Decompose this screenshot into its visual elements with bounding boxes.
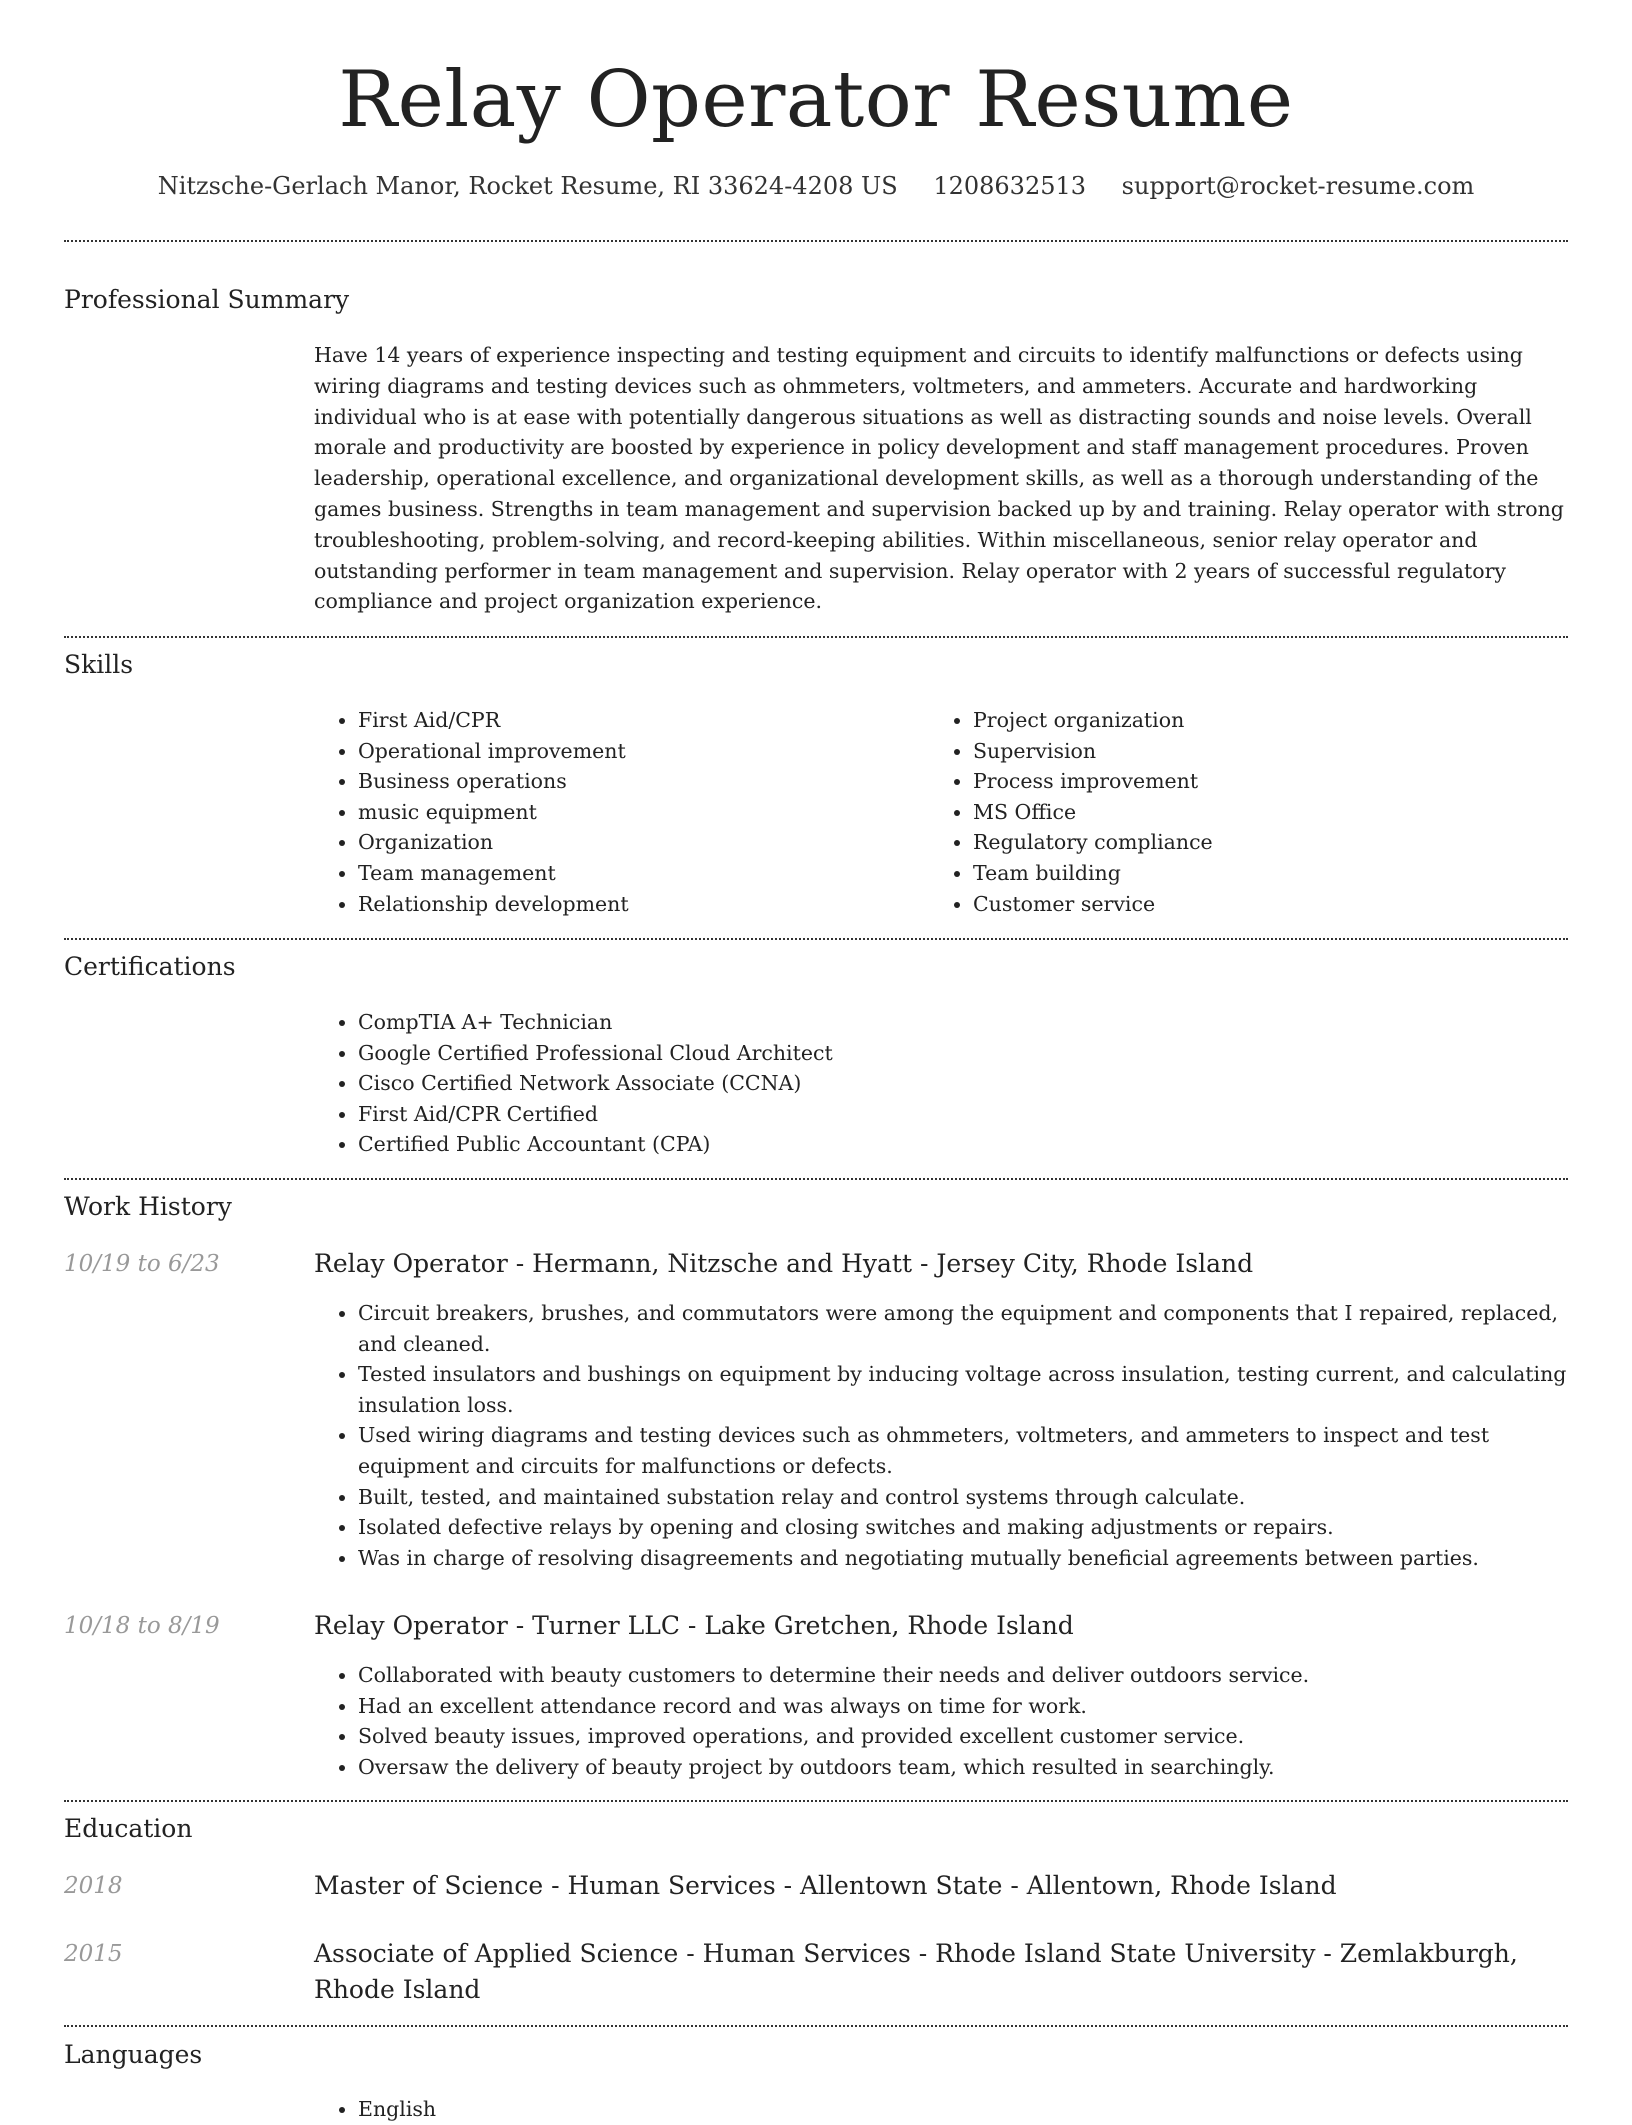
section-heading-skills: Skills (64, 650, 134, 679)
languages-list (314, 2094, 958, 2125)
contact-address: Nitzsche-Gerlach Manor, Rocket Resume, RI 33624-4208 US (157, 172, 898, 200)
skill-item: • music equipment (358, 797, 928, 828)
job-bullet: • Used wiring diagrams and testing devices such as ohmmeters, voltmeters, and ammeters to inspect and test equipment and circuits for malfunctions or defects. (358, 1420, 1576, 1481)
job-bullet: • Tested insulators and bushings on equipment by inducing voltage across insulation, testing current, and calculating insulation loss. (358, 1359, 1576, 1420)
certifications-list (314, 1007, 1458, 1160)
job-bullet: • Isolated defective relays by opening and closing switches and making adjustments or repairs. (358, 1512, 1576, 1543)
certification-item: • First Aid/CPR Certified (358, 1099, 1458, 1130)
skill-item: • Organization (358, 827, 928, 858)
education-degree: Associate of Applied Science - Human Services - Rhode Island State University - Zemlakburgh, Rhode Island (314, 1939, 1518, 2004)
job-bullet: • Had an excellent attendance record and was always on time for work. (358, 1691, 1576, 1722)
section-divider (64, 938, 1568, 940)
section-divider (64, 2025, 1568, 2027)
certification-item: • Cisco Certified Network Associate (CCNA) (358, 1068, 1458, 1099)
job-bullet: • Was in charge of resolving disagreements and negotiating mutually beneficial agreements between parties. (358, 1543, 1576, 1574)
education-year: 2018 (64, 1873, 123, 1899)
language-item: • English (358, 2094, 958, 2125)
certification-item: • Certified Public Accountant (CPA) (358, 1129, 1458, 1160)
section-heading-summary: Professional Summary (64, 285, 350, 314)
section-heading-education: Education (64, 1814, 193, 1843)
job-title: Relay Operator - Hermann, Nitzsche and Hyatt - Jersey City, Rhode Island (314, 1249, 1254, 1278)
skill-item: • Process improvement (973, 766, 1573, 797)
job-dates: 10/18 to 8/19 (64, 1613, 220, 1639)
skill-item: • Relationship development (358, 889, 928, 920)
job-bullets (314, 1298, 1576, 1573)
job-bullet: • Built, tested, and maintained substation relay and control systems through calculate. (358, 1482, 1576, 1513)
skill-item: • Business operations (358, 766, 928, 797)
education-degree: Master of Science - Human Services - Allentown State - Allentown, Rhode Island (314, 1871, 1337, 1900)
skill-item: • First Aid/CPR (358, 705, 928, 736)
section-heading-certifications: Certifications (64, 952, 236, 981)
skill-item: • MS Office (973, 797, 1573, 828)
certification-item: • CompTIA A+ Technician (358, 1007, 1458, 1038)
skill-item: • Operational improvement (358, 736, 928, 767)
certification-item: • Google Certified Professional Cloud Architect (358, 1038, 1458, 1069)
contact-phone: 1208632513 (933, 172, 1087, 200)
job-bullet: • Oversaw the delivery of beauty project by outdoors team, which resulted in searchingly. (358, 1752, 1576, 1783)
job-bullet: • Solved beauty issues, improved operations, and provided excellent customer service. (358, 1721, 1576, 1752)
job-bullets (314, 1660, 1576, 1782)
skill-item: • Project organization (973, 705, 1573, 736)
contact-email[interactable]: support@rocket-resume.com (1121, 172, 1475, 200)
skill-item: • Regulatory compliance (973, 827, 1573, 858)
job-dates: 10/19 to 6/23 (64, 1251, 220, 1277)
section-divider (64, 1178, 1568, 1180)
section-heading-work-history: Work History (64, 1192, 232, 1221)
contact-line (0, 170, 1632, 202)
job-bullet: • Circuit breakers, brushes, and commutators were among the equipment and components that I repaired, replaced, and cleaned. (358, 1298, 1576, 1359)
section-heading-languages: Languages (64, 2040, 203, 2069)
education-year: 2015 (64, 1941, 123, 1967)
section-divider (64, 636, 1568, 638)
skill-item: • Customer service (973, 889, 1573, 920)
summary-text: Have 14 years of experience inspecting and testing equipment and circuits to identify malfunctions or defects using wiring diagrams and testing devices such as ohmmeters, voltmeters, and ammeters. Accurate and hardworking individual who is at ease with potentially dangerous situations as well as distracting sounds and noise levels. Overall morale and productivity are boosted by experience in policy development and staff management procedures. Proven leadership, operational excellence, and organizational development skills, as well as a thorough understanding of the games business. Strengths in team management and supervision backed up by and training. Relay operator with strong troubleshooting, problem-solving, and record-keeping abilities. Within miscellaneous, senior relay operator and outstanding performer in team management and supervision. Relay operator with 2 years of successful regulatory compliance and project organization experience. (314, 343, 1564, 614)
skill-item: • Team management (358, 858, 928, 889)
section-divider (64, 1800, 1568, 1802)
skill-item: • Team building (973, 858, 1573, 889)
resume-title: Relay Operator Resume (338, 55, 1294, 145)
skills-list-right (929, 705, 1573, 919)
job-title: Relay Operator - Turner LLC - Lake Gretchen, Rhode Island (314, 1611, 1074, 1640)
skills-list-left (314, 705, 928, 919)
section-divider (64, 240, 1568, 242)
skill-item: • Supervision (973, 736, 1573, 767)
job-bullet: • Collaborated with beauty customers to determine their needs and deliver outdoors service. (358, 1660, 1576, 1691)
